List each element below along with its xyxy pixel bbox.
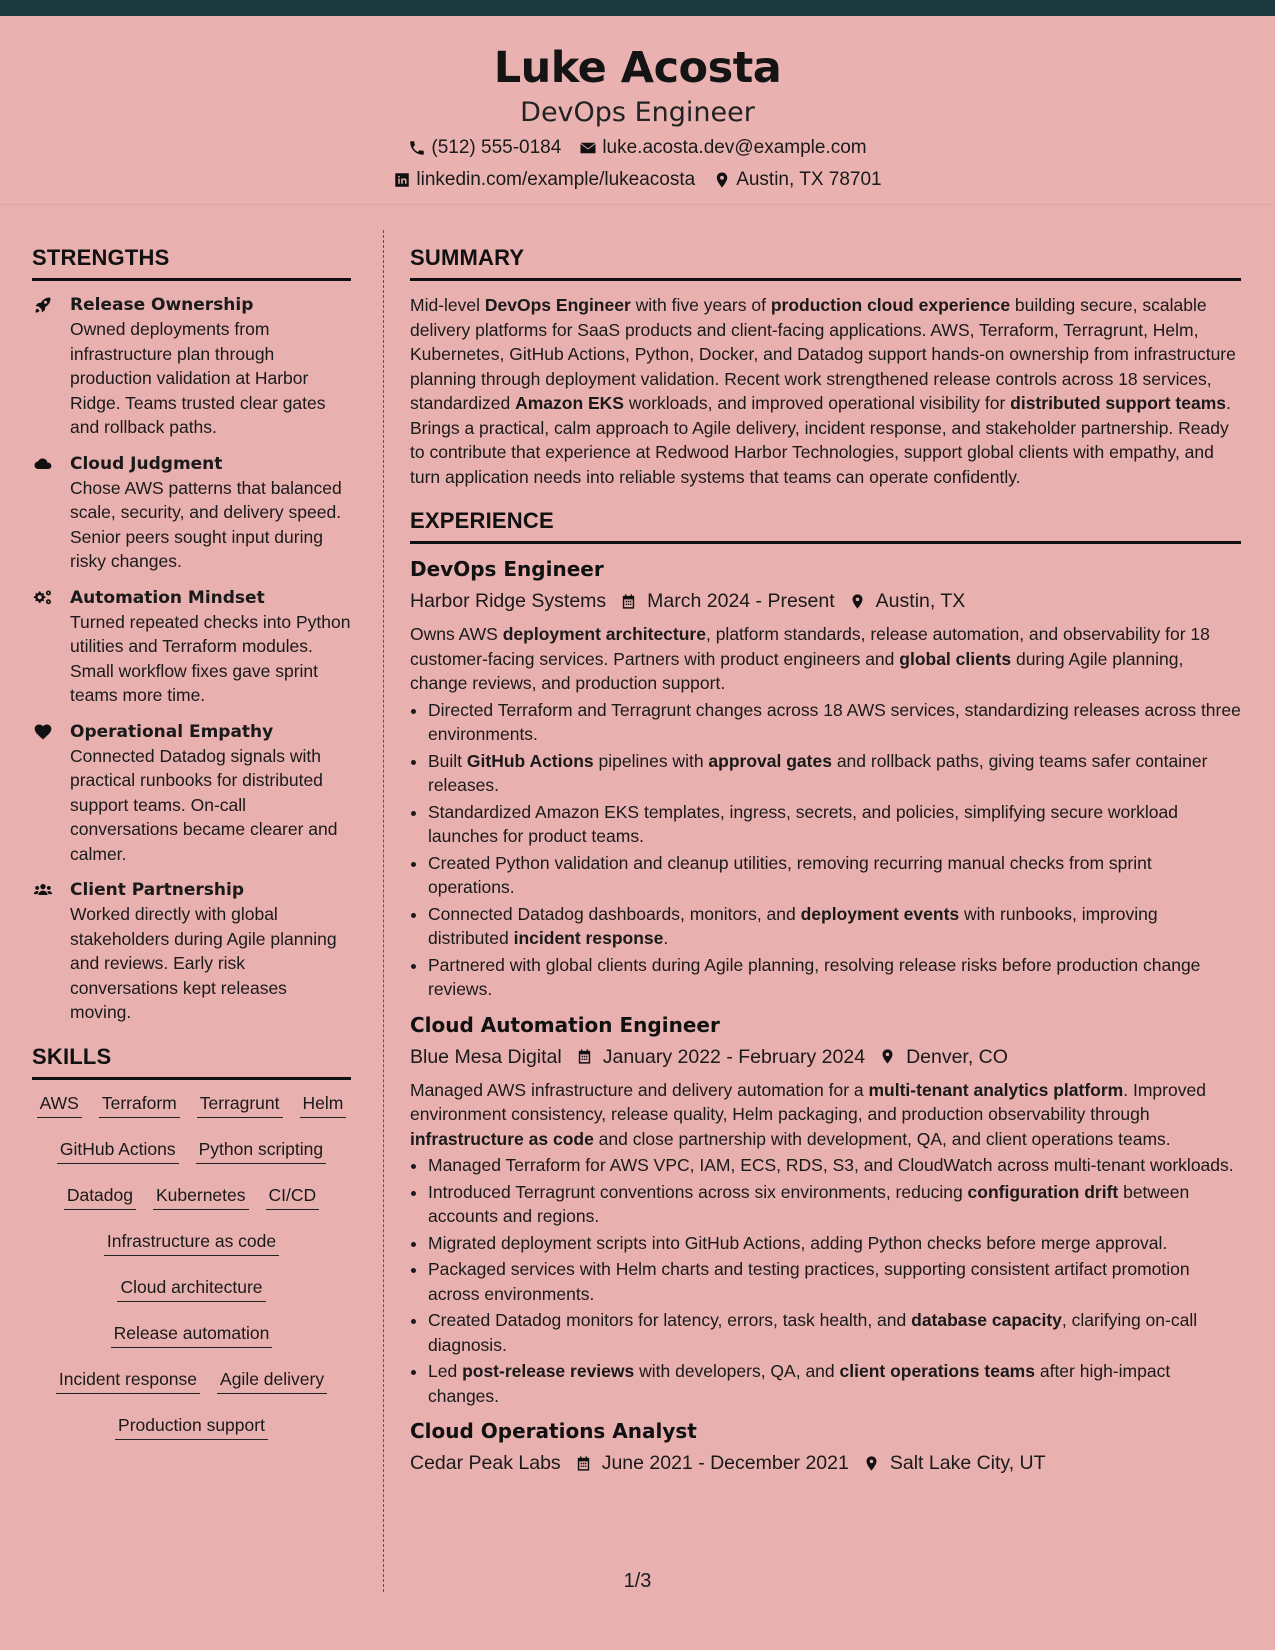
map-pin-icon	[863, 1454, 880, 1473]
skill-tag: Incident response	[56, 1368, 200, 1394]
linkedin-text: linkedin.com/example/lukeacosta	[416, 169, 696, 191]
strength-item	[32, 452, 351, 574]
bullet-segment: after high-impact changes.	[428, 1361, 1171, 1406]
desc-segment: during Agile planning, change reviews, and production support.	[410, 648, 1184, 693]
column-divider	[383, 230, 384, 1592]
skills-row	[32, 1368, 351, 1394]
skills-row	[32, 1184, 351, 1210]
job-description	[410, 1078, 1241, 1152]
email-text: luke.acosta.dev@example.com	[602, 137, 867, 159]
bullet-emphasis: deployment events	[800, 903, 960, 924]
phone-icon	[408, 139, 426, 157]
job-location: Austin, TX	[875, 590, 966, 612]
skill-tag: Cloud architecture	[117, 1276, 265, 1302]
bullet-item	[428, 902, 1241, 951]
strength-title: Automation Mindset	[70, 587, 265, 608]
job-description	[410, 622, 1241, 696]
desc-segment: and close partnership with development, QA, and client operations teams.	[593, 1128, 1171, 1149]
skill-tag: Kubernetes	[153, 1184, 249, 1210]
strengths-heading: STRENGTHS	[32, 244, 351, 281]
candidate-name: Luke Acosta	[493, 43, 782, 93]
summary-emphasis: Amazon EKS	[515, 393, 624, 413]
summary-segment: with five years of	[630, 295, 771, 315]
job-dates: March 2024 - Present	[647, 590, 835, 612]
skills-row	[32, 1092, 351, 1118]
bullet-item: • Partnered with global clients during Agile planning, resolving release risks before production change reviews.	[428, 953, 1241, 1002]
heart-icon	[32, 722, 54, 742]
summary-segment: workloads, and improved operational visibility for	[623, 393, 1011, 413]
contact-row-2	[0, 168, 1275, 192]
strength-item	[32, 720, 351, 867]
job-meta	[410, 1450, 1241, 1476]
job-location: Denver, CO	[906, 1045, 1008, 1068]
bullet-segment: between accounts and regions.	[428, 1181, 1190, 1226]
skill-tag: Helm	[300, 1092, 347, 1118]
bullet-segment: , clarifying on-call diagnosis.	[428, 1310, 1198, 1355]
envelope-icon	[579, 139, 597, 157]
skill-tag: GitHub Actions	[57, 1138, 179, 1164]
bullet-item	[428, 1359, 1241, 1408]
linkedin-contact[interactable]	[393, 168, 695, 192]
resume-header	[0, 16, 1275, 205]
skills-row	[32, 1138, 351, 1164]
calendar-icon	[575, 1454, 592, 1473]
desc-emphasis: infrastructure as code	[410, 1128, 594, 1149]
bullet-segment: and rollback paths, giving teams safer container releases.	[428, 750, 1208, 795]
strength-description: Owned deployments from infrastructure plan through production validation at Harbor Ridge. Teams trusted clear gates and rollback paths.	[70, 319, 326, 437]
desc-segment: Owns AWS	[410, 624, 503, 644]
job-entry	[410, 1012, 1241, 1409]
bullet-segment: .	[663, 928, 669, 948]
location-contact	[713, 168, 881, 192]
job-location: Salt Lake City, UT	[889, 1452, 1046, 1474]
bullet-segment: with runbooks, improving distributed	[428, 903, 1158, 948]
bullet-item	[428, 1180, 1241, 1229]
skill-tag: Terraform	[99, 1092, 180, 1118]
phone-text: (512) 555-0184	[431, 137, 562, 159]
strength-item	[32, 293, 351, 440]
location-text: Austin, TX 78701	[736, 169, 882, 191]
right-column	[410, 244, 1241, 1484]
contact-row-1	[0, 136, 1275, 160]
job-bullets	[410, 698, 1241, 1002]
job-meta	[410, 588, 1241, 614]
desc-emphasis: multi-tenant analytics platform	[868, 1079, 1124, 1100]
gears-icon	[32, 588, 54, 608]
skill-tag: Release automation	[111, 1322, 273, 1348]
company-name: Harbor Ridge Systems	[410, 590, 607, 612]
strength-title: Cloud Judgment	[70, 453, 223, 474]
bullet-item: • Packaged services with Helm charts and testing practices, supporting consistent artifact promotion across environments.	[428, 1257, 1241, 1306]
skills-heading: SKILLS	[32, 1043, 351, 1080]
strength-title: Release Ownership	[70, 295, 254, 315]
calendar-icon	[576, 1047, 593, 1066]
strength-title: Operational Empathy	[70, 721, 274, 742]
summary-segment: Mid-level	[410, 295, 485, 315]
summary-segment: . Brings a practical, calm approach to Agile delivery, incident response, and stakeholder partnership. Ready to contribute that experience at Redwood Harbor Technologies, support global clients with empathy, and turn application needs into reliable systems that teams can operate confidently.	[410, 393, 1231, 487]
strength-item	[32, 586, 351, 708]
bullet-item: • Managed Terraform for AWS VPC, IAM, ECS, RDS, S3, and CloudWatch across multi-tenant workloads.	[428, 1153, 1241, 1178]
job-title: Cloud Operations Analyst	[410, 1419, 697, 1443]
skill-tag: Terragrunt	[197, 1092, 283, 1118]
desc-emphasis: global clients	[899, 648, 1012, 669]
desc-segment: Managed AWS infrastructure and delivery automation for a	[410, 1079, 869, 1100]
bullet-emphasis: incident response	[513, 928, 664, 948]
bullet-segment: Introduced Terragrunt conventions across six environments, reducing	[428, 1181, 968, 1202]
job-bullets	[410, 1153, 1241, 1408]
bullet-item: • Directed Terraform and Terragrunt changes across 18 AWS services, standardizing releases across three environments.	[428, 698, 1241, 747]
calendar-icon	[620, 592, 637, 611]
company-name: Blue Mesa Digital	[410, 1045, 562, 1068]
experience-heading: EXPERIENCE	[410, 507, 1241, 544]
job-title: DevOps Engineer	[410, 557, 604, 581]
job-dates: June 2021 - December 2021	[601, 1452, 849, 1474]
bullet-emphasis: client operations teams	[839, 1361, 1035, 1381]
map-pin-icon	[879, 1047, 896, 1066]
strength-item	[32, 878, 351, 1025]
bullet-segment: Led	[428, 1361, 463, 1381]
desc-segment: . Improved environment consistency, release quality, Helm packaging, and production observability through	[410, 1079, 1206, 1124]
page-indicator: 1/3	[623, 1570, 652, 1592]
bullet-emphasis: GitHub Actions	[466, 750, 594, 771]
summary-emphasis: production cloud experience	[770, 295, 1011, 315]
strength-description: Connected Datadog signals with practical runbooks for distributed support teams. On-call conversations became clearer and calmer.	[70, 745, 338, 864]
summary-segment: building secure, scalable delivery platforms for SaaS products and client-facing applications. AWS, Terraform, Terragrunt, Helm, Kubernetes, GitHub Actions, Python, Docker, and Datadog support hands-on ownership from infrastructure planning through deployment validation. Recent work strengthened release controls across 18 services, standardized	[410, 295, 1236, 413]
bullet-item: • Migrated deployment scripts into GitHub Actions, adding Python checks before merge approval.	[428, 1231, 1241, 1256]
left-column	[32, 244, 351, 1460]
skill-tag: Datadog	[64, 1184, 136, 1210]
job-title: Cloud Automation Engineer	[410, 1012, 720, 1037]
desc-emphasis: deployment architecture	[502, 624, 706, 644]
skill-tag: Production support	[115, 1414, 268, 1440]
cloud-icon	[32, 454, 54, 474]
bullet-emphasis: post-release reviews	[462, 1361, 635, 1381]
phone-contact	[408, 136, 561, 160]
summary-emphasis: distributed support teams	[1010, 393, 1226, 413]
desc-segment: , platform standards, release automation, and observability for 18 customer-facing services. Partners with product engineers and	[410, 624, 1210, 669]
bullet-item	[428, 1308, 1241, 1357]
skill-tag: Infrastructure as code	[104, 1230, 279, 1256]
job-entry	[410, 556, 1241, 1002]
summary-text	[410, 293, 1241, 489]
bullet-segment: Connected Datadog dashboards, monitors, and	[428, 903, 801, 924]
linkedin-icon	[393, 171, 411, 189]
strength-description: Chose AWS patterns that balanced scale, security, and delivery speed. Senior peers sought input during risky changes.	[70, 477, 342, 571]
bullet-item: • Created Python validation and cleanup utilities, removing recurring manual checks from sprint operations.	[428, 851, 1241, 900]
skill-tag: CI/CD	[266, 1184, 320, 1210]
skills-row	[32, 1230, 351, 1256]
strength-title: Client Partnership	[70, 880, 245, 900]
bullet-item: • Standardized Amazon EKS templates, ingress, secrets, and policies, simplifying secure workload launches for product teams.	[428, 800, 1241, 849]
skill-tag: Agile delivery	[217, 1368, 327, 1394]
skill-tag: AWS	[37, 1092, 82, 1118]
skills-list	[32, 1092, 351, 1440]
top-accent-bar	[0, 0, 1275, 16]
summary-heading: SUMMARY	[410, 244, 1241, 281]
job-dates: January 2022 - February 2024	[602, 1045, 866, 1068]
bullet-emphasis: configuration drift	[967, 1181, 1119, 1202]
bullet-emphasis: approval gates	[708, 750, 832, 771]
bullet-item	[428, 749, 1241, 798]
skill-tag: Python scripting	[196, 1138, 327, 1164]
bullet-segment: Created Datadog monitors for latency, errors, task health, and	[428, 1310, 912, 1330]
bullet-segment: with developers, QA, and	[634, 1361, 840, 1381]
summary-emphasis: DevOps Engineer	[484, 295, 631, 315]
rocket-icon	[32, 295, 54, 315]
skills-row	[32, 1276, 351, 1302]
skills-row	[32, 1322, 351, 1348]
candidate-role: DevOps Engineer	[520, 97, 755, 129]
strength-description: Worked directly with global stakeholders during Agile planning and reviews. Early risk conversations kept releases moving.	[70, 904, 337, 1022]
bullet-segment: pipelines with	[593, 750, 709, 771]
users-icon	[32, 880, 54, 900]
job-meta	[410, 1044, 1241, 1070]
skills-row	[32, 1414, 351, 1440]
map-pin-icon	[849, 592, 866, 611]
email-contact[interactable]	[579, 136, 866, 160]
strength-description: Turned repeated checks into Python utilities and Terraform modules. Small workflow fixes gave sprint teams more time.	[70, 611, 351, 705]
bullet-emphasis: database capacity	[911, 1310, 1062, 1330]
company-name: Cedar Peak Labs	[410, 1452, 561, 1474]
bullet-segment: Built	[428, 750, 467, 771]
job-entry	[410, 1418, 1241, 1476]
map-pin-icon	[713, 171, 731, 189]
